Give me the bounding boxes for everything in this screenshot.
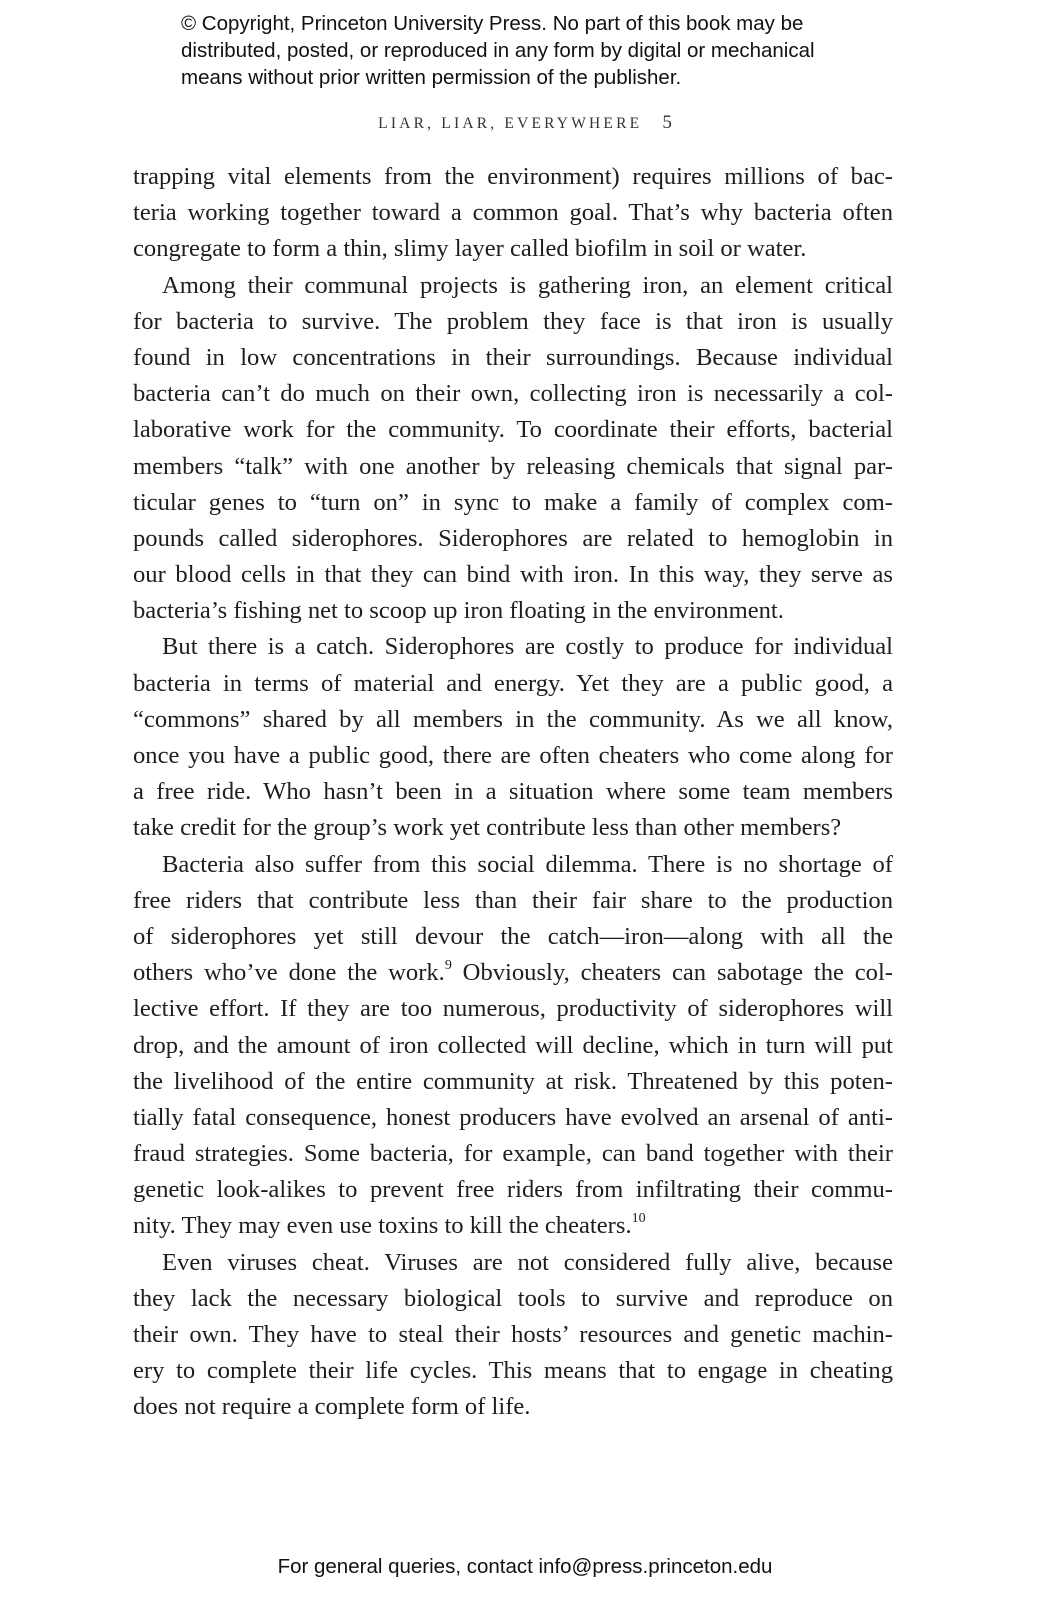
text-line: their own. They have to steal their hosts’ resources and genetic machin- xyxy=(133,1321,893,1348)
copyright-notice xyxy=(181,10,941,91)
text-line: once you have a public good, there are often cheaters who come along for xyxy=(133,742,893,769)
copyright-line: © Copyright, Princeton University Press. No part of this book may be xyxy=(181,12,804,35)
text-line: does not require a complete form of life. xyxy=(133,1393,531,1421)
text-line: the livelihood of the entire community at risk. Threatened by this poten- xyxy=(133,1067,893,1095)
copyright-line: distributed, posted, or reproduced in any form by digital or mechanical xyxy=(181,39,815,62)
text-segment: nity. They may even use toxins to kill the cheaters. xyxy=(133,1212,632,1240)
text-line: pounds called siderophores. Siderophores are related to hemoglobin in xyxy=(133,524,893,552)
text-line: But there is a catch. Siderophores are costly to produce for individual xyxy=(162,633,893,661)
footer-contact: For general queries, contact info@press.princeton.edu xyxy=(277,1555,773,1578)
text-line: Even viruses cheat. Viruses are not considered fully alive, because xyxy=(162,1248,893,1276)
page-number: 5 xyxy=(662,112,672,133)
text-line: trapping vital elements from the environment) requires millions of bac- xyxy=(133,163,893,190)
text-line: bacteria can’t do much on their own, collecting iron is necessarily a col- xyxy=(133,380,893,408)
text-line: laborative work for the community. To coordinate their efforts, bacterial xyxy=(133,416,893,444)
text-line: members “talk” with one another by releasing chemicals that signal par- xyxy=(133,452,893,480)
text-line: tially fatal consequence, honest producers have evolved an arsenal of anti- xyxy=(133,1103,893,1131)
text-line-with-footnote xyxy=(133,1208,893,1244)
text-line: teria working together toward a common goal. That’s why bacteria often xyxy=(133,199,893,227)
text-line: Among their communal projects is gathering iron, an element critical xyxy=(162,271,893,299)
text-line-with-footnote xyxy=(133,955,893,991)
text-line: take credit for the group’s work yet contribute less than other members? xyxy=(133,814,842,842)
running-head xyxy=(0,112,1050,134)
running-head-title: LIAR, LIAR, EVERYWHERE xyxy=(378,115,643,132)
text-line: Bacteria also suffer from this social dilemma. There is no shortage of xyxy=(162,850,893,878)
footnote-marker: 9 xyxy=(444,957,452,973)
text-line: bacteria in terms of material and energy. Yet they are a public good, a xyxy=(133,669,893,697)
text-line: bacteria’s fishing net to scoop up iron floating in the environment. xyxy=(133,597,784,625)
text-segment: others who’ve done the work. xyxy=(133,959,445,987)
text-line: congregate to form a thin, slimy layer called biofilm in soil or water. xyxy=(133,235,807,263)
copyright-line: means without prior written permission of the publisher. xyxy=(181,66,682,89)
text-line: fraud strategies. Some bacteria, for example, can band together with their xyxy=(133,1140,893,1168)
text-segment: Obviously, cheaters can sabotage the col- xyxy=(451,959,893,987)
text-line: for bacteria to survive. The problem they face is that iron is usually xyxy=(133,307,893,335)
text-line: free riders that contribute less than their fair share to the production xyxy=(133,886,893,914)
text-line: lective effort. If they are too numerous, productivity of siderophores will xyxy=(133,995,893,1023)
footnote-marker: 10 xyxy=(631,1211,646,1227)
text-line: found in low concentrations in their surroundings. Because individual xyxy=(133,343,893,371)
text-line: they lack the necessary biological tools to survive and reproduce on xyxy=(133,1284,893,1312)
text-line: our blood cells in that they can bind with iron. In this way, they serve as xyxy=(133,561,893,589)
text-line: “commons” shared by all members in the community. As we all know, xyxy=(133,705,893,733)
text-line: ery to complete their life cycles. This means that to engage in cheating xyxy=(133,1357,893,1385)
text-line: genetic look-alikes to prevent free riders from infiltrating their commu- xyxy=(133,1176,893,1204)
body-text xyxy=(133,159,893,1426)
text-line: a free ride. Who hasn’t been in a situation where some team members xyxy=(133,778,893,806)
text-line: drop, and the amount of iron collected will decline, which in turn will put xyxy=(133,1031,893,1059)
text-line: of siderophores yet still devour the catch—iron—along with all the xyxy=(133,922,893,950)
text-line: ticular genes to “turn on” in sync to make a family of complex com- xyxy=(133,488,893,516)
